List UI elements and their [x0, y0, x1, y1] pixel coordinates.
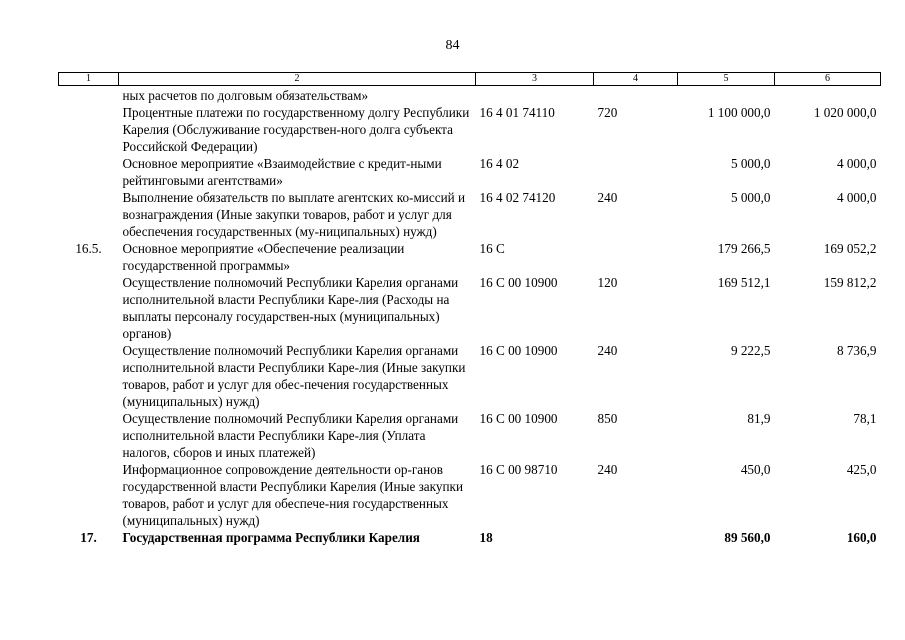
column-header-1: 1: [59, 73, 119, 86]
table-row: [59, 410, 881, 461]
row-name: Информационное сопровождение деятельности ор-ганов государственной власти Республики Карелия (Иные закупки товаров, работ и услуг для обеспече-ния государственных (муниципальных) нужд): [122, 462, 463, 528]
row-amount-col5: [678, 86, 775, 105]
table-row: [59, 155, 881, 189]
row-expense-type: [594, 155, 678, 189]
row-name: Осуществление полномочий Республики Карелия органами исполнительной власти Республики Каре-лия (Уплата налогов, сборов и иных платежей): [122, 411, 459, 460]
table-row: [59, 274, 881, 342]
table-row: [59, 104, 881, 155]
table-body: [59, 86, 881, 547]
table-row: [59, 240, 881, 274]
row-amount-col6: 78,1: [853, 411, 877, 426]
row-name: Процентные платежи по государственному долгу Республики Карелия (Обслуживание государствен-ного долга субъекта Российской Федерации): [122, 105, 470, 154]
row-code: 16 С 00 10900: [479, 275, 558, 290]
row-expense-type: 240: [597, 190, 618, 205]
table-row: [59, 86, 881, 105]
row-expense-type: 240: [597, 343, 618, 358]
row-amount-col5: 9 222,5: [730, 343, 771, 358]
row-name: Основное мероприятие «Обеспечение реализации государственной программы»: [122, 241, 405, 273]
row-expense-type: 240: [597, 462, 618, 477]
column-header-5: 5: [678, 73, 775, 86]
row-amount-col6: 8 736,9: [836, 343, 877, 358]
row-code: 18: [479, 530, 493, 545]
row-amount-col5: 1 100 000,0: [707, 105, 771, 120]
row-expense-type: 120: [597, 275, 618, 290]
row-expense-type: [594, 86, 678, 105]
row-amount-col6: 159 812,2: [823, 275, 877, 290]
column-header-4: 4: [594, 73, 678, 86]
column-header-6: 6: [775, 73, 881, 86]
row-amount-col5: 450,0: [740, 462, 771, 477]
table-row: [59, 529, 881, 546]
table-row: [59, 342, 881, 410]
row-amount-col5: 81,9: [747, 411, 771, 426]
row-amount-col6: 4 000,0: [836, 156, 877, 171]
row-code: 16 С 00 10900: [479, 411, 558, 426]
row-number: 17.: [80, 530, 97, 545]
row-number: [59, 86, 119, 105]
row-name: Осуществление полномочий Республики Карелия органами исполнительной власти Республики Каре-лия (Расходы на выплаты персоналу государствен-ных (муниципальных) органов): [122, 275, 459, 341]
row-amount-col5: 5 000,0: [730, 190, 771, 205]
row-code: 16 4 02 74120: [479, 190, 556, 205]
row-name: ных расчетов по долговым обязательствам»: [122, 88, 369, 103]
row-amount-col6: [775, 86, 881, 105]
table-row: [59, 461, 881, 529]
row-expense-type: [594, 240, 678, 274]
row-amount-col5: 179 266,5: [717, 241, 771, 256]
row-amount-col6: 1 020 000,0: [813, 105, 877, 120]
page-number: 84: [445, 38, 460, 53]
column-header-2: 2: [119, 73, 476, 86]
row-amount-col6: 4 000,0: [836, 190, 877, 205]
row-amount-col6: 425,0: [846, 462, 877, 477]
row-code: 16 4 01 74110: [479, 105, 555, 120]
row-amount-col5: 169 512,1: [717, 275, 771, 290]
row-amount-col5: 5 000,0: [730, 156, 771, 171]
row-number: 16.5.: [75, 241, 102, 256]
row-expense-type: 720: [597, 105, 618, 120]
row-number: [59, 274, 119, 342]
row-code: 16 4 02: [479, 156, 520, 171]
row-code: [476, 86, 594, 105]
budget-table: [58, 72, 881, 546]
row-amount-col6: 169 052,2: [823, 241, 877, 256]
row-code: 16 С 00 10900: [479, 343, 558, 358]
row-expense-type: [594, 529, 678, 546]
row-amount-col5: 89 560,0: [724, 530, 771, 545]
column-header-3: 3: [476, 73, 594, 86]
row-number: [59, 461, 119, 529]
table-header-row: [59, 73, 881, 86]
row-amount-col6: 160,0: [846, 530, 877, 545]
row-name: Осуществление полномочий Республики Карелия органами исполнительной власти Республики Каре-лия (Иные закупки товаров, работ и услуг для обес-печения государственных (муниципальных) нужд): [122, 343, 466, 409]
row-name: Выполнение обязательств по выплате агентских ко-миссий и вознаграждения (Иные закупки товаров, работ и услуг для обеспечения государственных (му-ниципальных) нужд): [122, 190, 466, 239]
row-number: [59, 189, 119, 240]
row-number: [59, 104, 119, 155]
row-number: [59, 155, 119, 189]
row-name: Государственная программа Республики Карелия: [122, 530, 420, 545]
row-number: [59, 342, 119, 410]
row-code: 16 С 00 98710: [479, 462, 558, 477]
row-expense-type: 850: [597, 411, 618, 426]
row-code: 16 С: [479, 241, 505, 256]
row-number: [59, 410, 119, 461]
row-name: Основное мероприятие «Взаимодействие с кредит-ными рейтинговыми агентствами»: [122, 156, 442, 188]
table-row: [59, 189, 881, 240]
